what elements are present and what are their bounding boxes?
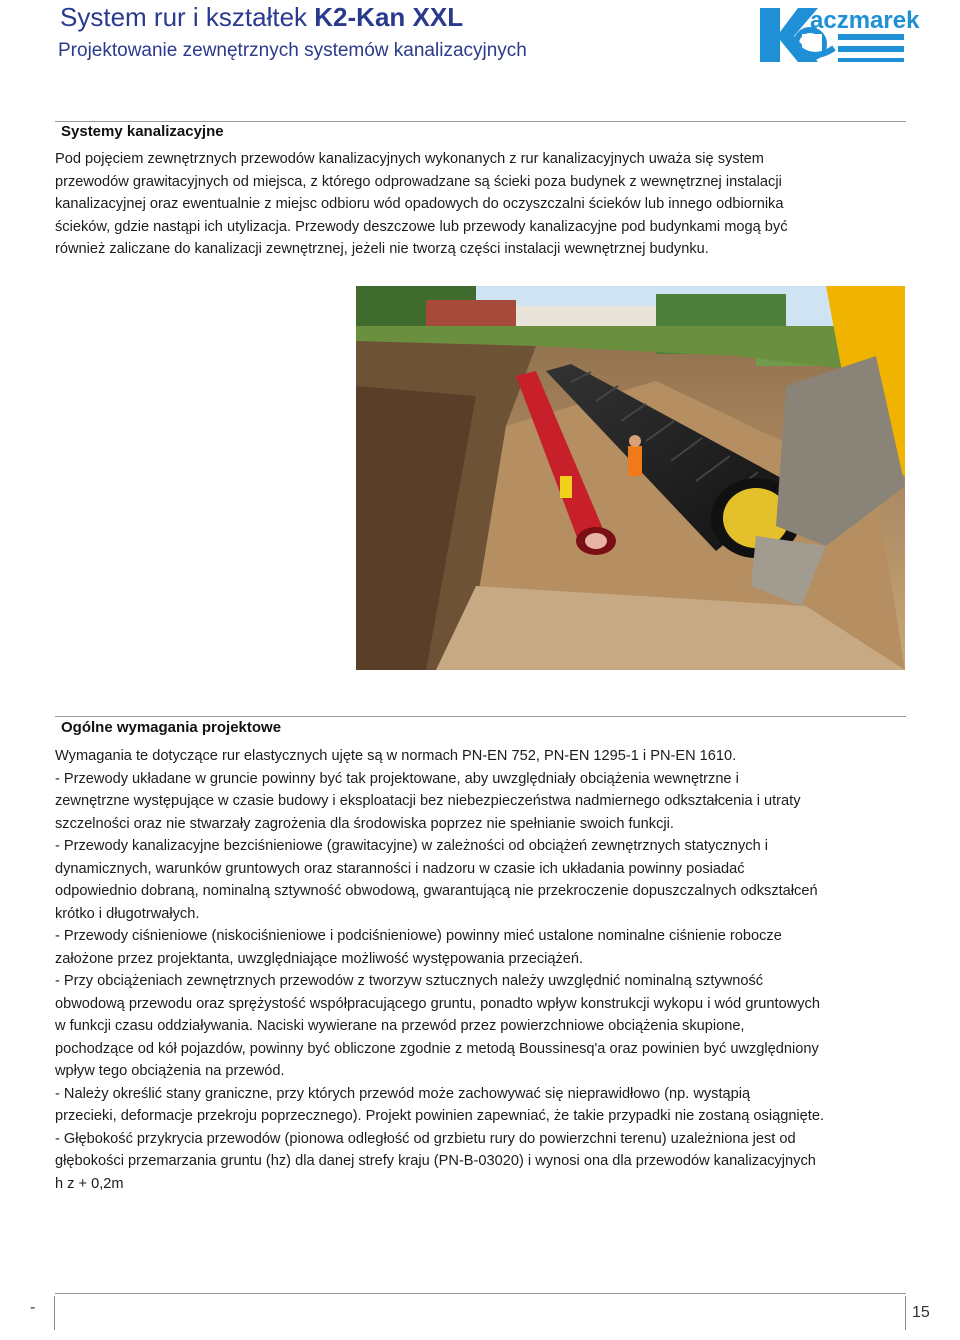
text-line: przewodów grawitacyjnych od miejsca, z którego odprowadzane są ścieki poza budynek z wewnętrznej instalacji (55, 173, 782, 190)
paragraph-systemy (55, 148, 907, 261)
footer-rule (55, 1293, 906, 1294)
text-line: h z + 0,2m (55, 1175, 124, 1192)
text-line: - Należy określić stany graniczne, przy których przewód może zachowywać się nieprawidłowo (np. wystąpią (55, 1085, 751, 1102)
footer-separator-left (54, 1296, 55, 1330)
section-rule-1 (55, 121, 906, 122)
text-line: ścieków, gdzie nastąpi ich utylizacja. Przewody deszczowe lub przewody kanalizacyjne pod budynkami mogą być (55, 218, 788, 235)
construction-site-photo (356, 286, 905, 670)
title-prefix: System rur i kształtek (60, 2, 315, 32)
footer-dash: - (30, 1299, 36, 1316)
text-line: dynamicznych, warunków gruntowych oraz staranności i nadzoru w czasie ich układania powinny posiadać (55, 860, 745, 877)
text-line: pochodzące od kół pojazdów, powinny być obliczone zgodnie z metodą Boussinesq'a oraz powinien być uwzględniony (55, 1040, 819, 1057)
kaczmarek-logo (758, 4, 920, 66)
text-line: odpowiednio dobraną, nominalną sztywność obwodową, gwarantującą nie przekroczenie dopuszczalnych odkształceń (55, 883, 818, 899)
text-line: wpływ tego obciążenia na przewód. (55, 1063, 285, 1079)
text-line: - Przewody kanalizacyjne bezciśnieniowe (grawitacyjne) w zależności od obciążeń zewnętrznych statycznych i (55, 838, 768, 854)
text-line: Pod pojęciem zewnętrznych przewodów kanalizacyjnych wykonanych z rur kanalizacyjnych uważa się system (55, 151, 764, 167)
logo-lettering: aczmarek (810, 7, 920, 34)
text-line: - Przewody ciśnieniowe (niskociśnieniowe i podciśnieniowe) powinny mieć ustalone nominalne ciśnienie robocze (55, 928, 782, 944)
text-line: przecieki, deformacje przekroju poprzecznego). Projekt powinien zapewniać, że takie przypadki nie zostaną osiągnięte. (55, 1108, 825, 1124)
text-line: szczelności oraz nie stwarzały zagrożenia dla środowiska poprzez nie spełnianie swoich funkcji. (55, 815, 674, 832)
text-line: - Przy obciążeniach zewnętrznych przewodów z tworzyw sztucznych należy uwzględnić nominalną sztywność (55, 973, 764, 989)
text-line: zewnętrzne występujące w czasie budowy i eksploatacji bez niebezpieczeństwa nadmiernego odkształcenia i utraty (55, 793, 801, 809)
text-line: w funkcji czasu oddziaływania. Naciski wywierane na przewód przez powierzchniowe obciążenia skupione, (55, 1018, 745, 1034)
text-line: kanalizacyjnej oraz ewentualnie z miejsc odbioru wód opadowych do oczyszczalni ścieków lub innego odbiornika (55, 196, 784, 212)
text-line: - Przewody układane w gruncie powinny być tak projektowane, aby uwzględniały obciążenia wewnętrzne i (55, 770, 739, 787)
footer-separator-right (905, 1296, 906, 1330)
text-line: założone przez projektanta, uwzględniające możliwość występowania przeciążeń. (55, 950, 584, 967)
text-line: obwodową przewodu oraz sprężystość współpracującego gruntu, ponadto wpływ konstrukcji wykopu i wód gruntowych (55, 995, 820, 1012)
text-line: - Głębokość przykrycia przewodów (pionowa odległość od grzbietu rury do powierzchni terenu) uzależniona jest od (55, 1130, 796, 1147)
page-number: 15 (912, 1304, 930, 1321)
title-product: K2-Kan XXL (314, 2, 464, 32)
section-rule-2 (55, 716, 906, 717)
text-line: krótko i długotrwałych. (55, 905, 200, 922)
text-line: Wymagania te dotyczące rur elastycznych ujęte są w normach PN-EN 752, PN-EN 1295-1 i PN-EN 1610. (55, 748, 737, 764)
section-heading-wymagania: Ogólne wymagania projektowe (61, 719, 282, 736)
document-subtitle: Projektowanie zewnętrznych systemów kanalizacyjnych (58, 40, 527, 61)
text-line: również zaliczane do kanalizacji zewnętrznej, jeżeli nie tworzą części instalacji wewnętrznej budynku. (55, 241, 709, 257)
paragraph-wymagania (55, 745, 907, 1195)
section-heading-systemy: Systemy kanalizacyjne (61, 123, 224, 140)
text-line: głębokości przemarzania gruntu (hz) dla danej strefy kraju (PN-B-03020) i wynosi ona dla przewodów kanalizacyjnych (55, 1153, 816, 1169)
document-title (60, 2, 463, 33)
